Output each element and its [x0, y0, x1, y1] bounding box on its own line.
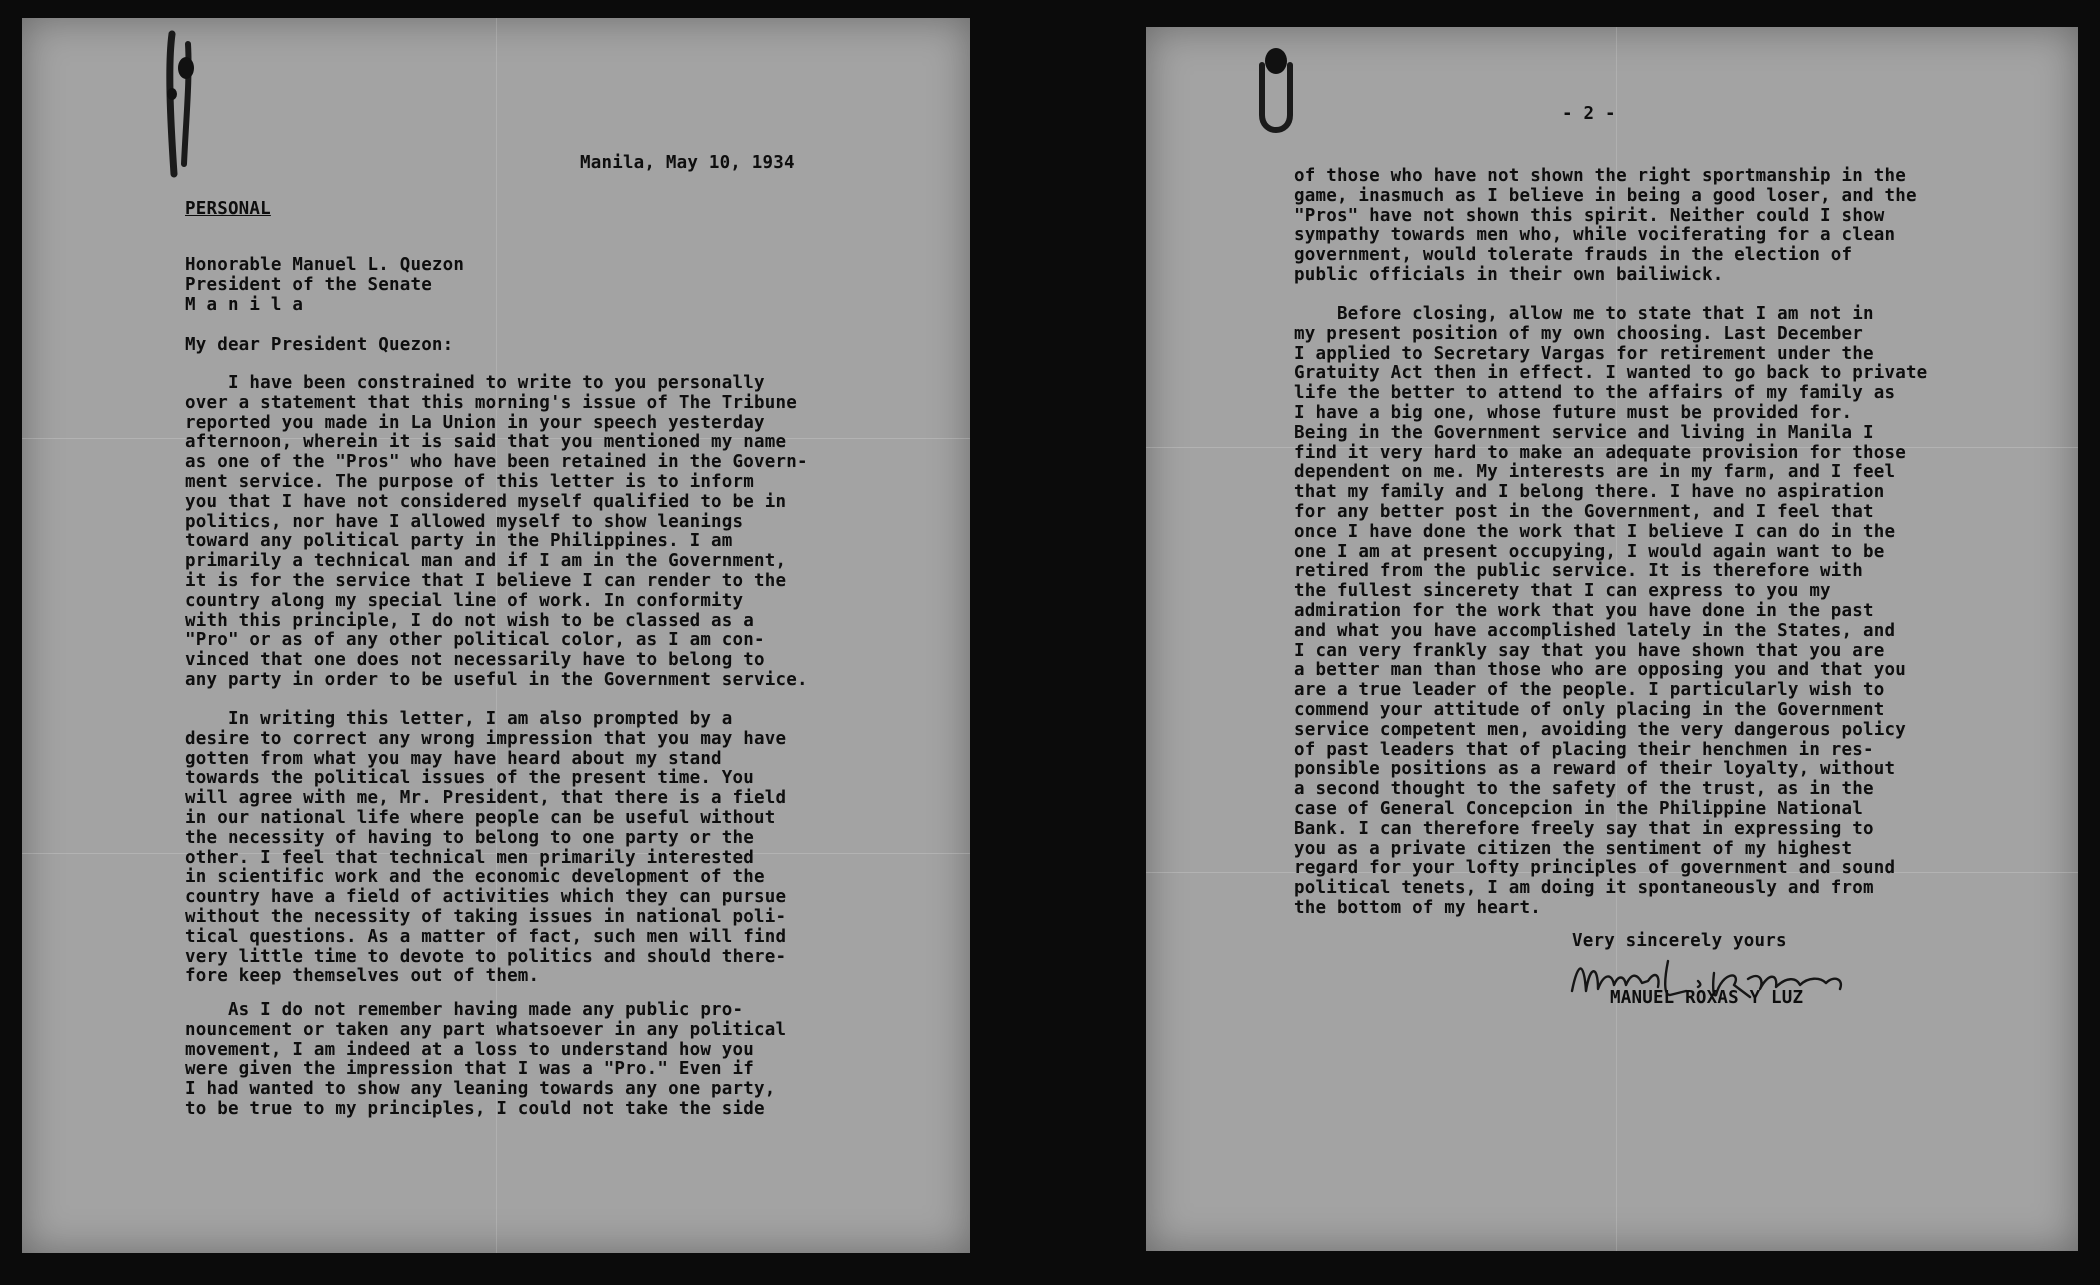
- text-line: country along my special line of work. In conformity: [185, 590, 744, 611]
- salutation: [22, 336, 970, 356]
- text-line: you as a private citizen the sentiment of my highest: [1294, 838, 1853, 859]
- text-line: any party in order to be useful in the Government service.: [185, 669, 808, 690]
- text-line: the necessity of having to belong to one party or the: [185, 827, 755, 848]
- text-line: dependent on me. My interests are in my farm, and I feel: [1294, 462, 1896, 483]
- closing: Very sincerely yours: [1572, 931, 1787, 951]
- text-line: movement, I am indeed at a loss to understand how you: [185, 1039, 755, 1060]
- text-line: As I do not remember having made any public pro-: [185, 1000, 744, 1020]
- text-line: fore keep themselves out of them.: [185, 966, 540, 987]
- address-line: Honorable Manuel L. Quezon: [185, 255, 465, 275]
- text-line: find it very hard to make an adequate provision for those: [1294, 442, 1906, 463]
- text-line: ment service. The purpose of this letter is to inform: [185, 471, 755, 492]
- text-line: In writing this letter, I am also prompted by a: [185, 709, 733, 729]
- text-line: a better man than those who are opposing you and that you: [1294, 660, 1906, 681]
- text-line: case of General Concepcion in the Philippine National: [1294, 798, 1864, 819]
- paper-clip-mark-icon: [1246, 35, 1306, 145]
- text-line: the bottom of my heart.: [1294, 897, 1541, 918]
- text-line: gotten from what you may have heard about my stand: [185, 748, 722, 769]
- text-line: towards the political issues of the present time. You: [185, 768, 755, 789]
- text-line: public officials in their own bailiwick.: [1294, 264, 1724, 285]
- text-line: a second thought to the safety of the trust, as in the: [1294, 779, 1874, 800]
- text-line: game, inasmuch as I believe in being a good loser, and the: [1294, 185, 1917, 206]
- address-line: M a n i l a: [185, 294, 304, 315]
- text-line: of those who have not shown the right sportmanship in the: [1294, 166, 1906, 186]
- text-line: regard for your lofty principles of government and sound: [1294, 858, 1896, 879]
- recipient-address: [22, 256, 970, 315]
- text-line: primarily a technical man and if I am in the Government,: [185, 551, 787, 572]
- text-line: of past leaders that of placing their henchmen in res-: [1294, 739, 1874, 760]
- text-line: "Pros" have not shown this spirit. Neither could I show: [1294, 205, 1885, 226]
- text-line: nouncement or taken any part whatsoever in any political: [185, 1019, 787, 1040]
- text-line: reported you made in La Union in your speech yesterday: [185, 412, 765, 433]
- text-line: life the better to attend to the affairs of my family as: [1294, 383, 1896, 404]
- text-line: very little time to devote to politics and should there-: [185, 946, 787, 967]
- paragraph-1: [1146, 167, 2078, 286]
- text-line: retired from the public service. It is therefore with: [1294, 561, 1864, 582]
- paragraph-1: [22, 374, 970, 691]
- text-line: Before closing, allow me to state that I am not in: [1294, 304, 1874, 324]
- page-number: - 2 -: [1562, 104, 1616, 124]
- text-line: were given the impression that I was a "Pro." Even if: [185, 1059, 755, 1080]
- text-line: you that I have not considered myself qualified to be in: [185, 491, 787, 512]
- text-line: over a statement that this morning's issue of The Tribune: [185, 392, 797, 413]
- signer-name: MANUEL ROXAS Y LUZ: [1610, 988, 1804, 1008]
- text-line: other. I feel that technical men primarily interested: [185, 847, 755, 868]
- text-line: I have a big one, whose future must be provided for.: [1294, 402, 1853, 423]
- text-line: commend your attitude of only placing in the Government: [1294, 699, 1885, 720]
- text-line: service competent men, avoiding the very dangerous policy: [1294, 719, 1906, 740]
- paragraph-3: [22, 1001, 970, 1120]
- text-line: Being in the Government service and living in Manila I: [1294, 422, 1874, 443]
- text-line: "Pro" or as of any other political color, as I am con-: [185, 630, 765, 651]
- personal-label: PERSONAL: [185, 199, 271, 219]
- text-line: for any better post in the Government, and I feel that: [1294, 501, 1874, 522]
- paragraph-2: [22, 710, 970, 987]
- letter-date: Manila, May 10, 1934: [580, 153, 795, 173]
- text-line: afternoon, wherein it is said that you mentioned my name: [185, 432, 787, 453]
- text-line: without the necessity of taking issues in national poli-: [185, 906, 787, 927]
- text-line: that my family and I belong there. I have no aspiration: [1294, 482, 1885, 503]
- text-line: political tenets, I am doing it spontaneously and from: [1294, 878, 1874, 899]
- text-line: are a true leader of the people. I particularly wish to: [1294, 680, 1885, 701]
- letter-page-2: [1146, 27, 2078, 1251]
- text-line: country have a field of activities which they can pursue: [185, 887, 787, 908]
- salutation-line: My dear President Quezon:: [185, 335, 454, 355]
- text-line: tical questions. As a matter of fact, such men will find: [185, 926, 787, 947]
- text-line: desire to correct any wrong impression that you may have: [185, 728, 787, 749]
- text-line: in our national life where people can be useful without: [185, 807, 776, 828]
- text-line: as one of the "Pros" who have been retained in the Govern-: [185, 452, 808, 473]
- paragraph-2: [1146, 305, 2078, 919]
- text-line: politics, nor have I allowed myself to show leanings: [185, 511, 744, 532]
- text-line: once I have done the work that I believe I can do in the: [1294, 521, 1896, 542]
- text-line: one I am at present occupying, I would again want to be: [1294, 541, 1885, 562]
- text-line: and what you have accomplished lately in the States, and: [1294, 620, 1896, 641]
- text-line: in scientific work and the economic development of the: [185, 867, 765, 888]
- letter-page-1: [22, 18, 970, 1253]
- text-line: I have been constrained to write to you personally: [185, 373, 765, 393]
- text-line: my present position of my own choosing. Last December: [1294, 323, 1864, 344]
- text-line: I applied to Secretary Vargas for retirement under the: [1294, 343, 1874, 364]
- text-line: vinced that one does not necessarily have to belong to: [185, 650, 765, 671]
- text-line: I had wanted to show any leaning towards any one party,: [185, 1079, 776, 1100]
- text-line: to be true to my principles, I could not take the side: [185, 1098, 765, 1119]
- text-line: the fullest sincerety that I can express to you my: [1294, 581, 1831, 602]
- text-line: sympathy towards men who, while vociferating for a clean: [1294, 225, 1896, 246]
- text-line: Bank. I can therefore freely say that in expressing to: [1294, 818, 1874, 839]
- text-line: ponsible positions as a reward of their loyalty, without: [1294, 759, 1896, 780]
- text-line: toward any political party in the Philippines. I am: [185, 531, 733, 552]
- text-line: with this principle, I do not wish to be classed as a: [185, 610, 755, 631]
- address-line: President of the Senate: [185, 274, 432, 295]
- text-line: will agree with me, Mr. President, that there is a field: [185, 788, 787, 809]
- text-line: it is for the service that I believe I can render to the: [185, 570, 787, 591]
- text-line: government, would tolerate frauds in the election of: [1294, 245, 1853, 266]
- staple-mark-icon: [150, 24, 210, 184]
- text-line: Gratuity Act then in effect. I wanted to go back to private: [1294, 363, 1928, 384]
- text-line: admiration for the work that you have done in the past: [1294, 600, 1874, 621]
- text-line: I can very frankly say that you have shown that you are: [1294, 640, 1885, 661]
